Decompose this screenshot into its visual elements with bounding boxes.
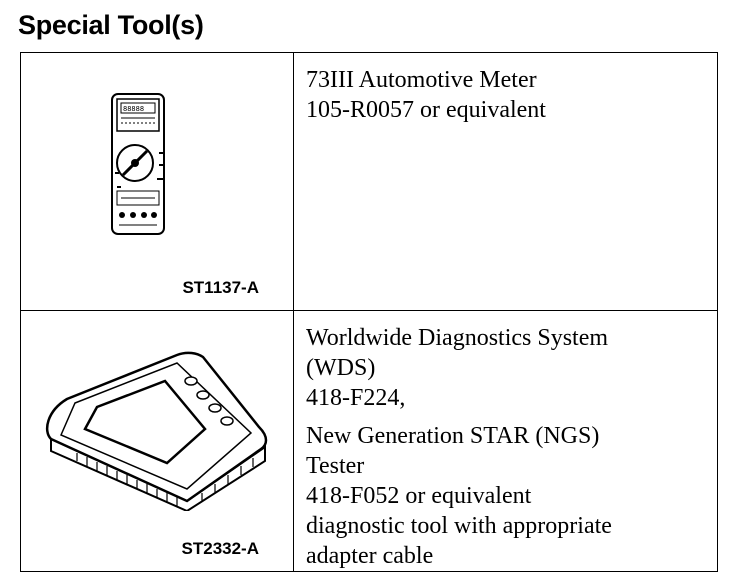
tool-part-number: 418-F224, [306,385,406,411]
tool-description-cell [294,53,718,311]
page-title: Special Tool(s) [18,10,204,40]
svg-text:88888: 88888 [123,105,145,113]
tool-name: Tester [306,453,365,479]
tool-image-cell [21,53,294,311]
tool-name-abbreviation: (WDS) [306,355,376,381]
tool-description-cell [294,311,718,572]
special-tools-table [20,52,718,572]
tool-note: adapter cable [306,543,434,569]
tool-name: New Generation STAR (NGS) [306,423,600,449]
table-row [21,311,718,572]
tool-part-number: 105-R0057 or equivalent [306,97,546,123]
tool-image-cell [21,311,294,572]
tool-name: 73III Automotive Meter [306,67,537,93]
tool-part-number: 418-F052 or equivalent [306,483,532,509]
diagnostic-tester-icon [37,351,273,511]
tool-code: ST1137-A [182,278,259,297]
tool-name: Worldwide Diagnostics System [306,325,609,351]
table-row [21,53,718,311]
tool-note: diagnostic tool with appropriate [306,513,612,539]
tool-code: ST2332-A [181,539,259,558]
multimeter-icon [109,91,179,239]
